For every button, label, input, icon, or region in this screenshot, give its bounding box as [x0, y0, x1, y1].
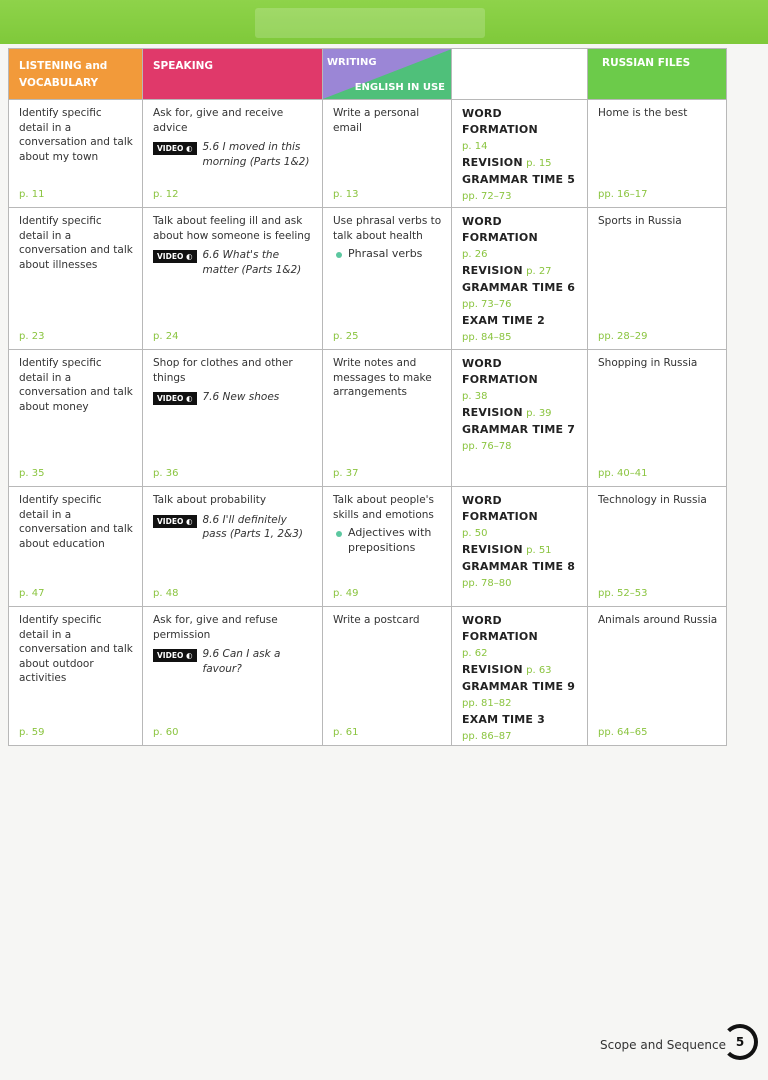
- speaking-page-ref: p. 48: [153, 587, 179, 599]
- review-item-page: pp. 76–78: [462, 441, 512, 452]
- speaking-cell: [143, 607, 323, 746]
- banner-shadow: [255, 8, 485, 38]
- review-item-page: pp. 81–82: [462, 698, 512, 709]
- review-list: [452, 487, 587, 592]
- listening-cell: [9, 350, 143, 487]
- video-badge-label: VIDEO: [157, 144, 184, 153]
- review-list: [452, 100, 587, 205]
- review-item-page: pp. 86–87: [462, 731, 512, 742]
- listening-header-label: LISTENING and VOCABULARY: [19, 60, 108, 89]
- russian-files-text: Animals around Russia: [598, 614, 718, 626]
- review-item-label: GRAMMAR TIME 5: [462, 173, 576, 186]
- speaking-text: Ask for, give and refuse permission: [153, 614, 278, 641]
- review-item: [462, 662, 579, 679]
- video-link[interactable]: [153, 513, 314, 542]
- video-link[interactable]: [153, 647, 314, 676]
- writing-text: Use phrasal verbs to talk about health: [333, 215, 442, 242]
- table-body: [9, 100, 727, 746]
- review-item-label: WORD FORMATION: [462, 107, 538, 136]
- review-item: [462, 263, 579, 280]
- review-item-page: p. 15: [526, 158, 552, 169]
- russian-files-page-ref: pp. 40–41: [598, 467, 648, 479]
- video-title: 8.6 I'll definitely pass (Parts 1, 2&3): [202, 513, 303, 540]
- listening-page-ref: p. 47: [19, 587, 45, 599]
- russian-files-page-ref: pp. 52–53: [598, 587, 648, 599]
- speaking-header: [143, 49, 323, 100]
- review-item-label: REVISION: [462, 543, 523, 556]
- review-item-label: REVISION: [462, 663, 523, 676]
- video-play-icon: ◐: [185, 394, 193, 403]
- video-badge: [153, 392, 197, 405]
- review-item-label: WORD FORMATION: [462, 614, 538, 643]
- listening-cell: [9, 607, 143, 746]
- review-item-page: pp. 84–85: [462, 332, 512, 343]
- writing-page-ref: p. 13: [333, 188, 359, 200]
- review-item-page: pp. 78–80: [462, 578, 512, 589]
- russian-files-cell: [588, 607, 727, 746]
- listening-text: Identify specific detail in a conversation and talk about money: [19, 357, 133, 413]
- review-item-page: p. 50: [462, 528, 488, 539]
- russian-files-cell: [588, 487, 727, 607]
- review-item-page: p. 62: [462, 648, 488, 659]
- review-item-page: pp. 72–73: [462, 191, 512, 202]
- listening-header: [9, 49, 143, 100]
- russian-files-header: [588, 49, 727, 100]
- review-item: [462, 712, 579, 745]
- video-play-icon: ◐: [185, 144, 193, 153]
- table-row: [9, 208, 727, 350]
- review-item-label: REVISION: [462, 156, 523, 169]
- scope-sequence-table: [8, 48, 727, 746]
- page-number: 5: [722, 1024, 758, 1060]
- review-cell: [452, 607, 588, 746]
- writing-cell: [323, 100, 452, 208]
- writing-page-ref: p. 25: [333, 330, 359, 342]
- bullet-dot-icon: [336, 531, 342, 537]
- review-cell: [452, 100, 588, 208]
- review-item-label: GRAMMAR TIME 9: [462, 680, 576, 693]
- listening-text: Identify specific detail in a conversation and talk about outdoor activities: [19, 614, 133, 684]
- writing-bullet-text: Phrasal verbs: [348, 247, 423, 260]
- video-title: 5.6 I moved in this morning (Parts 1&2): [202, 141, 310, 168]
- review-item-label: REVISION: [462, 406, 523, 419]
- review-item: [462, 172, 579, 205]
- russian-files-text: Sports in Russia: [598, 215, 682, 227]
- video-badge-label: VIDEO: [157, 394, 184, 403]
- video-play-icon: ◐: [185, 651, 193, 660]
- review-item: [462, 613, 579, 662]
- listening-page-ref: p. 11: [19, 188, 45, 200]
- speaking-cell: [143, 100, 323, 208]
- review-header: [452, 49, 588, 100]
- video-link[interactable]: [153, 248, 314, 277]
- review-item-label: GRAMMAR TIME 7: [462, 423, 576, 436]
- table-row: [9, 350, 727, 487]
- review-item-label: EXAM TIME 3: [462, 713, 546, 726]
- writing-header-label: WRITING: [327, 57, 377, 68]
- speaking-cell: [143, 487, 323, 607]
- review-item: [462, 405, 579, 422]
- video-badge: [153, 649, 197, 662]
- russian-files-text: Technology in Russia: [598, 494, 707, 506]
- review-item-label: WORD FORMATION: [462, 215, 538, 244]
- review-item-label: GRAMMAR TIME 8: [462, 560, 576, 573]
- video-title: 7.6 New shoes: [202, 391, 280, 403]
- review-item-label: GRAMMAR TIME 6: [462, 281, 576, 294]
- table-row: [9, 487, 727, 607]
- review-list: [452, 208, 587, 346]
- english-in-use-header-label: ENGLISH IN USE: [354, 82, 445, 93]
- writing-text: Talk about people's skills and emotions: [333, 494, 435, 521]
- writing-cell: [323, 350, 452, 487]
- review-cell: [452, 487, 588, 607]
- listening-cell: [9, 487, 143, 607]
- russian-files-header-label: RUSSIAN FILES: [602, 57, 691, 69]
- writing-english-header: [323, 49, 452, 100]
- review-item: [462, 559, 579, 592]
- video-badge: [153, 250, 197, 263]
- speaking-page-ref: p. 36: [153, 467, 179, 479]
- listening-text: Identify specific detail in a conversation and talk about my town: [19, 107, 133, 163]
- video-play-icon: ◐: [185, 516, 193, 526]
- video-badge: [153, 515, 197, 528]
- writing-text: Write a postcard: [333, 614, 420, 626]
- review-item-page: p. 63: [526, 665, 552, 676]
- video-badge-label: VIDEO: [157, 516, 184, 526]
- listening-page-ref: p. 23: [19, 330, 45, 342]
- russian-files-cell: [588, 350, 727, 487]
- russian-files-text: Home is the best: [598, 107, 688, 119]
- review-item-label: EXAM TIME 2: [462, 314, 546, 327]
- writing-bullet: [333, 526, 443, 555]
- video-title: 6.6 What's the matter (Parts 1&2): [202, 249, 302, 276]
- review-item-page: p. 51: [526, 545, 552, 556]
- table-row: [9, 100, 727, 208]
- video-badge-label: VIDEO: [157, 651, 184, 660]
- russian-files-cell: [588, 100, 727, 208]
- video-link[interactable]: [153, 390, 314, 405]
- listening-text: Identify specific detail in a conversation and talk about education: [19, 494, 133, 550]
- writing-cell: [323, 607, 452, 746]
- speaking-header-label: SPEAKING: [153, 60, 214, 72]
- speaking-text: Shop for clothes and other things: [153, 357, 293, 384]
- speaking-cell: [143, 350, 323, 487]
- speaking-page-ref: p. 12: [153, 188, 179, 200]
- review-item: [462, 313, 579, 346]
- review-list: [452, 350, 587, 455]
- writing-text: Write a personal email: [333, 107, 420, 134]
- review-item: [462, 493, 579, 542]
- review-item-page: p. 38: [462, 391, 488, 402]
- review-item-label: WORD FORMATION: [462, 357, 538, 386]
- writing-page-ref: p. 49: [333, 587, 359, 599]
- writing-cell: [323, 487, 452, 607]
- writing-page-ref: p. 37: [333, 467, 359, 479]
- writing-bullet: [333, 247, 443, 262]
- speaking-page-ref: p. 60: [153, 726, 179, 738]
- review-item-page: p. 14: [462, 141, 488, 152]
- top-banner: [0, 0, 768, 44]
- video-badge-label: VIDEO: [157, 252, 184, 261]
- review-item: [462, 542, 579, 559]
- russian-files-page-ref: pp. 28–29: [598, 330, 648, 342]
- review-item: [462, 356, 579, 405]
- writing-cell: [323, 208, 452, 350]
- speaking-page-ref: p. 24: [153, 330, 179, 342]
- writing-bullet-text: Adjectives with prepositions: [348, 526, 432, 554]
- speaking-text: Ask for, give and receive advice: [153, 107, 284, 134]
- speaking-text: Talk about probability: [153, 494, 267, 506]
- russian-files-page-ref: pp. 64–65: [598, 726, 648, 738]
- review-list: [452, 607, 587, 745]
- bullet-dot-icon: [336, 252, 342, 258]
- speaking-cell: [143, 208, 323, 350]
- listening-page-ref: p. 59: [19, 726, 45, 738]
- review-item: [462, 214, 579, 263]
- review-item-page: p. 39: [526, 408, 552, 419]
- review-item: [462, 106, 579, 155]
- table-row: [9, 607, 727, 746]
- video-play-icon: ◐: [185, 252, 193, 261]
- writing-page-ref: p. 61: [333, 726, 359, 738]
- listening-page-ref: p. 35: [19, 467, 45, 479]
- writing-text: Write notes and messages to make arrangements: [333, 357, 432, 398]
- footer-label: Scope and Sequence: [600, 1038, 726, 1052]
- listening-cell: [9, 208, 143, 350]
- review-item: [462, 280, 579, 313]
- review-item-page: p. 26: [462, 249, 488, 260]
- review-item-label: WORD FORMATION: [462, 494, 538, 523]
- listening-cell: [9, 100, 143, 208]
- review-cell: [452, 350, 588, 487]
- video-badge: [153, 142, 197, 155]
- russian-files-cell: [588, 208, 727, 350]
- review-item: [462, 155, 579, 172]
- review-item-label: REVISION: [462, 264, 523, 277]
- review-item-page: p. 27: [526, 266, 552, 277]
- review-item: [462, 679, 579, 712]
- video-link[interactable]: [153, 140, 314, 169]
- review-cell: [452, 208, 588, 350]
- russian-files-text: Shopping in Russia: [598, 357, 698, 369]
- listening-text: Identify specific detail in a conversation and talk about illnesses: [19, 215, 133, 271]
- header-row: [9, 49, 727, 100]
- russian-files-page-ref: pp. 16–17: [598, 188, 648, 200]
- review-item-page: pp. 73–76: [462, 299, 512, 310]
- review-item: [462, 422, 579, 455]
- video-title: 9.6 Can I ask a favour?: [202, 648, 281, 675]
- speaking-text: Talk about feeling ill and ask about how someone is feeling: [153, 215, 311, 242]
